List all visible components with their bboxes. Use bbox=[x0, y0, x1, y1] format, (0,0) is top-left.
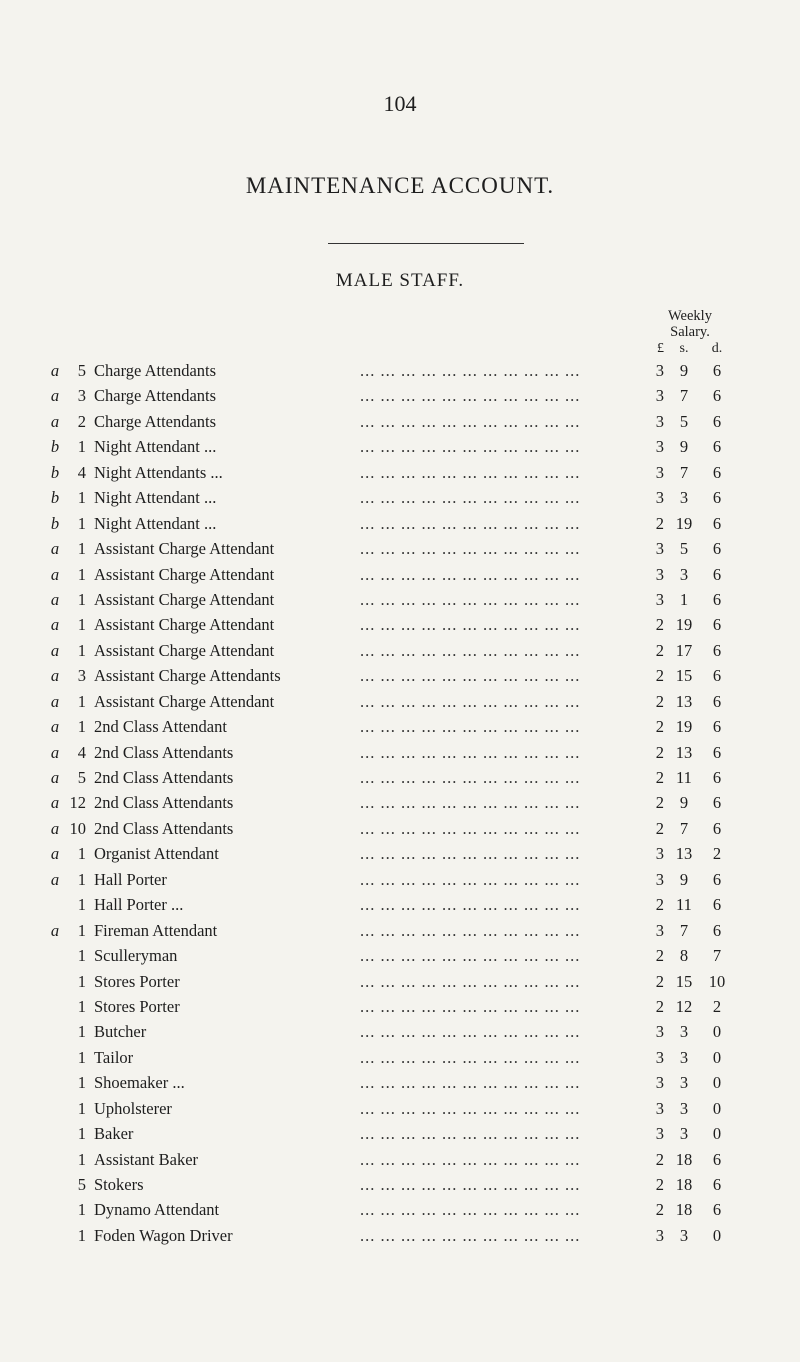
leader-dots: ... ... ... ... ... ... ... ... ... ... ... bbox=[360, 462, 581, 482]
row-description: Assistant Charge Attendant bbox=[94, 539, 275, 559]
row-pence: 6 bbox=[712, 666, 722, 686]
table-row bbox=[0, 994, 800, 1019]
row-shillings: 15 bbox=[675, 666, 693, 686]
row-description: Assistant Charge Attendant bbox=[94, 589, 275, 609]
row-description: 2nd Class Attendant bbox=[94, 717, 227, 737]
row-letter: b bbox=[50, 513, 60, 533]
row-count: 1 bbox=[77, 1047, 86, 1067]
table-row bbox=[0, 1223, 800, 1248]
table-row bbox=[0, 1172, 800, 1197]
table-row bbox=[0, 918, 800, 943]
leader-dots: ... ... ... ... ... ... ... ... ... ... ... bbox=[360, 946, 581, 966]
leader-dots: ... ... ... ... ... ... ... ... ... ... ... bbox=[360, 386, 581, 406]
table-row bbox=[0, 892, 800, 917]
table-row bbox=[0, 460, 800, 485]
row-count: 1 bbox=[77, 691, 86, 711]
leader-dots: ... ... ... ... ... ... ... ... ... ... ... bbox=[360, 793, 581, 813]
row-letter: a bbox=[50, 793, 60, 813]
row-pounds: 3 bbox=[655, 361, 664, 380]
row-count: 1 bbox=[77, 1225, 86, 1245]
leader-dots: ... ... ... ... ... ... ... ... ... ... ... bbox=[360, 1022, 581, 1042]
row-pence: 6 bbox=[712, 386, 722, 406]
row-description: Foden Wagon Driver bbox=[94, 1225, 233, 1245]
row-description: Fireman Attendant bbox=[94, 920, 218, 940]
row-description: Assistant Charge Attendant bbox=[94, 640, 275, 660]
row-shillings: 3 bbox=[679, 564, 689, 584]
row-count: 1 bbox=[77, 895, 86, 915]
row-letter: a bbox=[50, 615, 60, 635]
row-pounds: 3 bbox=[655, 1124, 664, 1144]
row-description: Sculleryman bbox=[94, 946, 178, 966]
salary-header-line1: Weekly bbox=[668, 308, 712, 324]
row-pounds: 3 bbox=[655, 1098, 664, 1118]
row-shillings: 9 bbox=[679, 869, 689, 889]
row-pence: 0 bbox=[712, 1047, 722, 1067]
row-pounds: 3 bbox=[655, 488, 664, 508]
row-count: 1 bbox=[77, 615, 86, 635]
row-pence: 0 bbox=[712, 1225, 722, 1245]
leader-dots: ... ... ... ... ... ... ... ... ... ... ... bbox=[360, 437, 581, 457]
leader-dots: ... ... ... ... ... ... ... ... ... ... ... bbox=[360, 996, 581, 1016]
row-description: 2nd Class Attendants bbox=[94, 768, 234, 787]
table-row bbox=[0, 358, 800, 383]
row-shillings: 17 bbox=[675, 640, 693, 660]
staff-table bbox=[0, 358, 800, 1248]
row-shillings: 13 bbox=[675, 742, 693, 762]
row-shillings: 3 bbox=[679, 1022, 689, 1042]
row-letter: a bbox=[50, 691, 60, 711]
row-shillings: 3 bbox=[679, 1047, 689, 1067]
row-pence: 0 bbox=[712, 1022, 722, 1042]
row-description: Baker bbox=[94, 1124, 134, 1144]
row-pence: 6 bbox=[712, 361, 722, 380]
row-count: 3 bbox=[77, 666, 86, 686]
row-count: 1 bbox=[77, 1200, 86, 1220]
row-shillings: 3 bbox=[679, 1225, 689, 1245]
leader-dots: ... ... ... ... ... ... ... ... ... ... ... bbox=[360, 411, 581, 431]
row-pounds: 2 bbox=[655, 946, 664, 966]
row-count: 4 bbox=[77, 742, 86, 762]
table-row bbox=[0, 1147, 800, 1172]
row-count: 1 bbox=[77, 640, 86, 660]
leader-dots: ... ... ... ... ... ... ... ... ... ... ... bbox=[360, 1225, 581, 1245]
table-row bbox=[0, 409, 800, 434]
row-count: 1 bbox=[77, 946, 86, 966]
row-letter: a bbox=[50, 640, 60, 660]
row-description: Charge Attendants bbox=[94, 411, 217, 431]
row-pounds: 3 bbox=[655, 1225, 664, 1245]
row-pence: 0 bbox=[712, 1098, 722, 1118]
row-letter: b bbox=[50, 437, 60, 457]
table-row bbox=[0, 434, 800, 459]
row-shillings: 5 bbox=[679, 539, 689, 559]
table-row bbox=[0, 841, 800, 866]
leader-dots: ... ... ... ... ... ... ... ... ... ... ... bbox=[360, 1073, 581, 1093]
row-count: 1 bbox=[77, 1149, 86, 1169]
row-shillings: 1 bbox=[679, 589, 689, 609]
row-shillings: 9 bbox=[679, 361, 689, 380]
row-description: 2nd Class Attendants bbox=[94, 793, 234, 813]
leader-dots: ... ... ... ... ... ... ... ... ... ... ... bbox=[360, 488, 581, 508]
table-row bbox=[0, 1070, 800, 1095]
row-pence: 2 bbox=[712, 844, 722, 864]
row-letter: a bbox=[50, 920, 60, 940]
row-pounds: 2 bbox=[655, 1149, 664, 1169]
row-pence: 6 bbox=[712, 640, 722, 660]
row-count: 3 bbox=[77, 386, 86, 406]
row-letter: a bbox=[50, 742, 60, 762]
row-pence: 6 bbox=[712, 589, 722, 609]
leader-dots: ... ... ... ... ... ... ... ... ... ... ... bbox=[360, 361, 581, 380]
row-pounds: 3 bbox=[655, 1073, 664, 1093]
leader-dots: ... ... ... ... ... ... ... ... ... ... ... bbox=[360, 844, 581, 864]
row-description: Tailor bbox=[94, 1047, 134, 1067]
row-pounds: 3 bbox=[655, 386, 664, 406]
row-count: 2 bbox=[77, 411, 86, 431]
leader-dots: ... ... ... ... ... ... ... ... ... ... ... bbox=[360, 1175, 581, 1194]
table-row bbox=[0, 612, 800, 637]
row-pounds: 2 bbox=[655, 818, 664, 838]
pounds-unit-header: £ bbox=[657, 341, 664, 356]
table-row bbox=[0, 790, 800, 815]
row-description: Night Attendant ... bbox=[94, 513, 217, 533]
row-pence: 6 bbox=[712, 793, 722, 813]
row-shillings: 7 bbox=[679, 462, 689, 482]
row-description: Charge Attendants bbox=[94, 386, 217, 406]
row-shillings: 18 bbox=[675, 1149, 693, 1169]
row-pence: 10 bbox=[708, 971, 726, 991]
row-pounds: 3 bbox=[655, 869, 664, 889]
row-pence: 6 bbox=[712, 488, 722, 508]
row-description: Stores Porter bbox=[94, 996, 180, 1016]
row-description: Hall Porter ... bbox=[94, 895, 184, 915]
table-row bbox=[0, 511, 800, 536]
row-count: 1 bbox=[77, 1022, 86, 1042]
row-description: Night Attendant ... bbox=[94, 437, 217, 457]
row-pence: 2 bbox=[712, 996, 722, 1016]
row-description: Night Attendants ... bbox=[94, 462, 223, 482]
shillings-unit-header: s. bbox=[679, 341, 689, 356]
row-description: Shoemaker ... bbox=[94, 1073, 185, 1093]
row-pounds: 2 bbox=[655, 666, 664, 686]
leader-dots: ... ... ... ... ... ... ... ... ... ... ... bbox=[360, 717, 581, 737]
leader-dots: ... ... ... ... ... ... ... ... ... ... ... bbox=[360, 564, 581, 584]
row-pence: 6 bbox=[712, 1200, 722, 1220]
table-row bbox=[0, 1121, 800, 1146]
row-letter: a bbox=[50, 361, 60, 380]
table-row bbox=[0, 638, 800, 663]
row-shillings: 3 bbox=[679, 488, 689, 508]
row-count: 1 bbox=[77, 513, 86, 533]
leader-dots: ... ... ... ... ... ... ... ... ... ... ... bbox=[360, 895, 581, 915]
row-letter: a bbox=[50, 869, 60, 889]
row-letter: b bbox=[50, 488, 60, 508]
row-pounds: 3 bbox=[655, 437, 664, 457]
row-pounds: 2 bbox=[655, 742, 664, 762]
row-pence: 6 bbox=[712, 818, 722, 838]
row-pounds: 2 bbox=[655, 793, 664, 813]
row-pounds: 3 bbox=[655, 462, 664, 482]
row-count: 1 bbox=[77, 869, 86, 889]
row-pence: 6 bbox=[712, 895, 722, 915]
row-count: 1 bbox=[77, 437, 86, 457]
pence-unit-header: d. bbox=[711, 341, 723, 356]
row-pounds: 3 bbox=[655, 844, 664, 864]
leader-dots: ... ... ... ... ... ... ... ... ... ... ... bbox=[360, 1200, 581, 1220]
row-shillings: 9 bbox=[679, 793, 689, 813]
row-description: Organist Attendant bbox=[94, 844, 219, 864]
table-row bbox=[0, 485, 800, 510]
row-description: Assistant Charge Attendant bbox=[94, 691, 275, 711]
row-pence: 0 bbox=[712, 1073, 722, 1093]
table-row bbox=[0, 562, 800, 587]
leader-dots: ... ... ... ... ... ... ... ... ... ... ... bbox=[360, 615, 581, 635]
row-pounds: 2 bbox=[655, 768, 664, 787]
row-count: 1 bbox=[77, 488, 86, 508]
row-description: 2nd Class Attendants bbox=[94, 742, 234, 762]
row-letter: a bbox=[50, 411, 60, 431]
table-row bbox=[0, 1019, 800, 1044]
row-letter: a bbox=[50, 844, 60, 864]
row-pence: 6 bbox=[712, 539, 722, 559]
leader-dots: ... ... ... ... ... ... ... ... ... ... ... bbox=[360, 768, 581, 787]
leader-dots: ... ... ... ... ... ... ... ... ... ... ... bbox=[360, 742, 581, 762]
table-row bbox=[0, 536, 800, 561]
row-count: 1 bbox=[77, 564, 86, 584]
row-description: Assistant Charge Attendant bbox=[94, 615, 275, 635]
table-row bbox=[0, 969, 800, 994]
row-pence: 6 bbox=[712, 717, 722, 737]
leader-dots: ... ... ... ... ... ... ... ... ... ... ... bbox=[360, 1047, 581, 1067]
page-number: 104 bbox=[383, 91, 417, 116]
row-description: Night Attendant ... bbox=[94, 488, 217, 508]
row-pounds: 3 bbox=[655, 1022, 664, 1042]
row-letter: a bbox=[50, 768, 60, 787]
table-row bbox=[0, 1197, 800, 1222]
row-pence: 6 bbox=[712, 1175, 722, 1194]
leader-dots: ... ... ... ... ... ... ... ... ... ... ... bbox=[360, 513, 581, 533]
row-count: 1 bbox=[77, 717, 86, 737]
row-shillings: 18 bbox=[675, 1200, 693, 1220]
row-pence: 6 bbox=[712, 615, 722, 635]
row-pence: 6 bbox=[712, 564, 722, 584]
row-pounds: 2 bbox=[655, 691, 664, 711]
leader-dots: ... ... ... ... ... ... ... ... ... ... ... bbox=[360, 691, 581, 711]
row-description: Assistant Baker bbox=[94, 1149, 199, 1169]
row-pence: 6 bbox=[712, 920, 722, 940]
row-pence: 7 bbox=[712, 946, 722, 966]
row-description: Charge Attendants bbox=[94, 361, 217, 380]
row-count: 5 bbox=[77, 361, 86, 380]
row-count: 12 bbox=[69, 793, 86, 813]
leader-dots: ... ... ... ... ... ... ... ... ... ... ... bbox=[360, 640, 581, 660]
row-shillings: 12 bbox=[675, 996, 693, 1016]
row-count: 5 bbox=[77, 1175, 86, 1194]
row-count: 1 bbox=[77, 996, 86, 1016]
row-description: Dynamo Attendant bbox=[94, 1200, 220, 1220]
row-count: 1 bbox=[77, 589, 86, 609]
row-shillings: 13 bbox=[675, 844, 693, 864]
table-row bbox=[0, 943, 800, 968]
leader-dots: ... ... ... ... ... ... ... ... ... ... ... bbox=[360, 920, 581, 940]
leader-dots: ... ... ... ... ... ... ... ... ... ... ... bbox=[360, 971, 581, 991]
row-pounds: 3 bbox=[655, 539, 664, 559]
row-shillings: 7 bbox=[679, 386, 689, 406]
row-shillings: 19 bbox=[675, 513, 693, 533]
row-shillings: 3 bbox=[679, 1098, 689, 1118]
row-shillings: 3 bbox=[679, 1073, 689, 1093]
row-pence: 6 bbox=[712, 768, 722, 787]
row-pounds: 3 bbox=[655, 920, 664, 940]
row-count: 1 bbox=[77, 1073, 86, 1093]
row-pounds: 2 bbox=[655, 615, 664, 635]
table-row bbox=[0, 714, 800, 739]
salary-header-line2: Salary. bbox=[670, 324, 710, 340]
row-pence: 6 bbox=[712, 869, 722, 889]
page-title: MAINTENANCE ACCOUNT. bbox=[245, 173, 555, 198]
row-pence: 6 bbox=[712, 411, 722, 431]
row-pence: 6 bbox=[712, 742, 722, 762]
row-letter: a bbox=[50, 539, 60, 559]
row-letter: a bbox=[50, 666, 60, 686]
row-description: 2nd Class Attendants bbox=[94, 818, 234, 838]
leader-dots: ... ... ... ... ... ... ... ... ... ... ... bbox=[360, 1098, 581, 1118]
row-pounds: 2 bbox=[655, 1200, 664, 1220]
title-rule bbox=[328, 243, 524, 244]
leader-dots: ... ... ... ... ... ... ... ... ... ... ... bbox=[360, 818, 581, 838]
row-shillings: 13 bbox=[675, 691, 693, 711]
leader-dots: ... ... ... ... ... ... ... ... ... ... ... bbox=[360, 1124, 581, 1144]
table-row bbox=[0, 383, 800, 408]
row-letter: a bbox=[50, 717, 60, 737]
row-pounds: 3 bbox=[655, 411, 664, 431]
row-pence: 6 bbox=[712, 437, 722, 457]
row-count: 4 bbox=[77, 462, 86, 482]
row-pounds: 2 bbox=[655, 996, 664, 1016]
row-description: Hall Porter bbox=[94, 869, 167, 889]
leader-dots: ... ... ... ... ... ... ... ... ... ... ... bbox=[360, 1149, 581, 1169]
table-row bbox=[0, 816, 800, 841]
row-shillings: 5 bbox=[679, 411, 689, 431]
row-pounds: 2 bbox=[655, 971, 664, 991]
leader-dots: ... ... ... ... ... ... ... ... ... ... ... bbox=[360, 869, 581, 889]
row-shillings: 15 bbox=[675, 971, 693, 991]
table-row bbox=[0, 587, 800, 612]
section-title: MALE STAFF. bbox=[335, 270, 465, 291]
row-pence: 6 bbox=[712, 691, 722, 711]
row-count: 1 bbox=[77, 1124, 86, 1144]
row-shillings: 9 bbox=[679, 437, 689, 457]
row-letter: a bbox=[50, 589, 60, 609]
row-shillings: 7 bbox=[679, 920, 689, 940]
row-shillings: 8 bbox=[679, 946, 689, 966]
row-shillings: 7 bbox=[679, 818, 689, 838]
table-row bbox=[0, 765, 800, 790]
row-pounds: 2 bbox=[655, 513, 664, 533]
row-pence: 6 bbox=[712, 1149, 722, 1169]
row-count: 1 bbox=[77, 1098, 86, 1118]
row-pounds: 2 bbox=[655, 717, 664, 737]
leader-dots: ... ... ... ... ... ... ... ... ... ... ... bbox=[360, 539, 581, 559]
row-pounds: 3 bbox=[655, 564, 664, 584]
row-count: 1 bbox=[77, 971, 86, 991]
leader-dots: ... ... ... ... ... ... ... ... ... ... ... bbox=[360, 666, 581, 686]
table-row bbox=[0, 1096, 800, 1121]
table-row bbox=[0, 689, 800, 714]
row-shillings: 3 bbox=[679, 1124, 689, 1144]
row-letter: a bbox=[50, 818, 60, 838]
row-description: Assistant Charge Attendant bbox=[94, 564, 275, 584]
row-description: Stores Porter bbox=[94, 971, 180, 991]
row-shillings: 18 bbox=[675, 1175, 693, 1194]
row-description: Stokers bbox=[94, 1175, 144, 1194]
row-pounds: 3 bbox=[655, 589, 664, 609]
row-letter: b bbox=[50, 462, 60, 482]
row-pence: 0 bbox=[712, 1124, 722, 1144]
table-row bbox=[0, 867, 800, 892]
table-row bbox=[0, 740, 800, 765]
row-pounds: 2 bbox=[655, 1175, 664, 1194]
row-count: 1 bbox=[77, 844, 86, 864]
row-pence: 6 bbox=[712, 462, 722, 482]
row-shillings: 19 bbox=[675, 615, 693, 635]
row-description: Upholsterer bbox=[94, 1098, 172, 1118]
row-pounds: 2 bbox=[655, 895, 664, 915]
row-description: Butcher bbox=[94, 1022, 147, 1042]
row-description: Assistant Charge Attendants bbox=[94, 666, 281, 686]
row-pence: 6 bbox=[712, 513, 722, 533]
row-shillings: 19 bbox=[675, 717, 693, 737]
row-count: 5 bbox=[77, 768, 86, 787]
row-count: 10 bbox=[69, 818, 86, 838]
table-row bbox=[0, 1045, 800, 1070]
row-pounds: 3 bbox=[655, 1047, 664, 1067]
row-count: 1 bbox=[77, 920, 86, 940]
row-shillings: 11 bbox=[676, 895, 692, 915]
row-letter: a bbox=[50, 386, 60, 406]
leader-dots: ... ... ... ... ... ... ... ... ... ... ... bbox=[360, 589, 581, 609]
row-shillings: 11 bbox=[676, 768, 692, 787]
row-letter: a bbox=[50, 564, 60, 584]
table-row bbox=[0, 663, 800, 688]
row-pounds: 2 bbox=[655, 640, 664, 660]
row-count: 1 bbox=[77, 539, 86, 559]
